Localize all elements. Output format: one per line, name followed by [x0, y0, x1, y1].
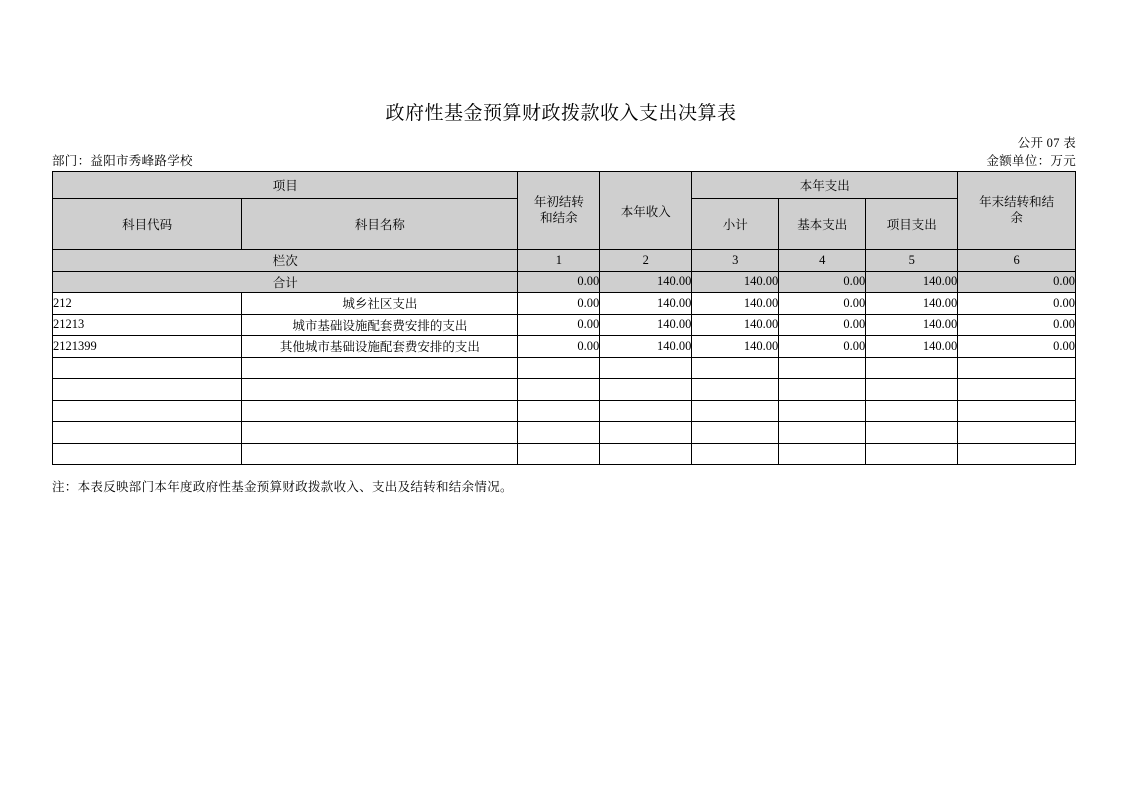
row-project-expense: 140.00 [866, 314, 958, 336]
row-year-income [600, 443, 692, 465]
row-subtotal [692, 379, 779, 401]
row-project-expense: 140.00 [866, 336, 958, 358]
row-project-expense [866, 443, 958, 465]
column-index-6: 6 [958, 250, 1076, 272]
row-basic-expense [779, 357, 866, 379]
column-index-1: 1 [518, 250, 600, 272]
row-code [53, 357, 242, 379]
table-row-total [53, 271, 1076, 293]
row-code [53, 422, 242, 444]
row-basic-expense [779, 379, 866, 401]
row-end-balance [958, 379, 1076, 401]
row-begin-balance: 0.00 [518, 314, 600, 336]
total-label: 合计 [53, 271, 518, 293]
column-index-2: 2 [600, 250, 692, 272]
row-name [242, 443, 518, 465]
header-year-income: 本年收入 [600, 172, 692, 250]
row-subtotal [692, 443, 779, 465]
table-row [53, 422, 1076, 444]
table-column-index-row [53, 250, 1076, 272]
row-begin-balance: 0.00 [518, 336, 600, 358]
total-end-balance: 0.00 [958, 271, 1076, 293]
row-subtotal: 140.00 [692, 336, 779, 358]
row-end-balance: 0.00 [958, 314, 1076, 336]
department-label: 部门：益阳市秀峰路学校 [52, 154, 193, 168]
row-basic-expense [779, 443, 866, 465]
column-index-label: 栏次 [53, 250, 518, 272]
row-name: 城市基础设施配套费安排的支出 [242, 314, 518, 336]
header-subject-name: 科目名称 [242, 199, 518, 250]
total-begin-balance: 0.00 [518, 271, 600, 293]
row-end-balance: 0.00 [958, 336, 1076, 358]
total-year-income: 140.00 [600, 271, 692, 293]
total-subtotal: 140.00 [692, 271, 779, 293]
header-begin-balance-line2: 和结余 [540, 210, 578, 225]
row-name [242, 357, 518, 379]
row-basic-expense [779, 400, 866, 422]
row-begin-balance [518, 422, 600, 444]
row-subtotal [692, 422, 779, 444]
table-note: 注：本表反映部门本年度政府性基金预算财政拨款收入、支出及结转和结余情况。 [52, 480, 513, 494]
header-begin-balance-line1: 年初结转 [533, 194, 584, 209]
row-end-balance [958, 357, 1076, 379]
row-basic-expense: 0.00 [779, 336, 866, 358]
row-code: 21213 [53, 314, 242, 336]
row-end-balance [958, 422, 1076, 444]
amount-unit-label: 金额单位：万元 [986, 154, 1076, 168]
table-row [53, 336, 1076, 358]
row-code: 212 [53, 293, 242, 315]
row-year-income: 140.00 [600, 314, 692, 336]
row-basic-expense: 0.00 [779, 314, 866, 336]
header-end-balance-line2: 余 [1010, 210, 1023, 225]
row-begin-balance: 0.00 [518, 293, 600, 315]
row-subtotal: 140.00 [692, 293, 779, 315]
row-name [242, 379, 518, 401]
column-index-3: 3 [692, 250, 779, 272]
row-year-income [600, 422, 692, 444]
row-name [242, 422, 518, 444]
header-end-balance [958, 172, 1076, 250]
header-item-group: 项目 [53, 172, 518, 199]
table-header-row-1 [53, 172, 1076, 199]
row-subtotal [692, 357, 779, 379]
row-year-income [600, 357, 692, 379]
table-row [53, 443, 1076, 465]
row-project-expense [866, 357, 958, 379]
row-project-expense [866, 422, 958, 444]
row-basic-expense: 0.00 [779, 293, 866, 315]
table-row [53, 379, 1076, 401]
page-title: 政府性基金预算财政拨款收入支出决算表 [385, 103, 737, 124]
row-name [242, 400, 518, 422]
total-project-expense: 140.00 [866, 271, 958, 293]
row-begin-balance [518, 357, 600, 379]
row-begin-balance [518, 443, 600, 465]
row-project-expense: 140.00 [866, 293, 958, 315]
header-subject-code: 科目代码 [53, 199, 242, 250]
row-code: 2121399 [53, 336, 242, 358]
row-subtotal [692, 400, 779, 422]
row-code [53, 443, 242, 465]
row-end-balance: 0.00 [958, 293, 1076, 315]
form-number: 公开 07 表 [1017, 136, 1076, 150]
row-code [53, 379, 242, 401]
row-name: 其他城市基础设施配套费安排的支出 [242, 336, 518, 358]
row-begin-balance [518, 400, 600, 422]
header-basic-expense: 基本支出 [779, 199, 866, 250]
row-project-expense [866, 379, 958, 401]
row-name: 城乡社区支出 [242, 293, 518, 315]
row-project-expense [866, 400, 958, 422]
row-year-income [600, 400, 692, 422]
header-subtotal: 小计 [692, 199, 779, 250]
row-begin-balance [518, 379, 600, 401]
table-row [53, 293, 1076, 315]
table-row [53, 400, 1076, 422]
row-year-income [600, 379, 692, 401]
row-year-income: 140.00 [600, 336, 692, 358]
row-year-income: 140.00 [600, 293, 692, 315]
header-year-expense-group: 本年支出 [692, 172, 958, 199]
header-project-expense: 项目支出 [866, 199, 958, 250]
header-end-balance-line1: 年末结转和结 [979, 194, 1055, 209]
row-code [53, 400, 242, 422]
row-end-balance [958, 443, 1076, 465]
header-begin-balance [518, 172, 600, 250]
row-subtotal: 140.00 [692, 314, 779, 336]
column-index-5: 5 [866, 250, 958, 272]
budget-table [52, 171, 1076, 465]
row-end-balance [958, 400, 1076, 422]
table-row [53, 314, 1076, 336]
table-row [53, 357, 1076, 379]
total-basic-expense: 0.00 [779, 271, 866, 293]
column-index-4: 4 [779, 250, 866, 272]
row-basic-expense [779, 422, 866, 444]
